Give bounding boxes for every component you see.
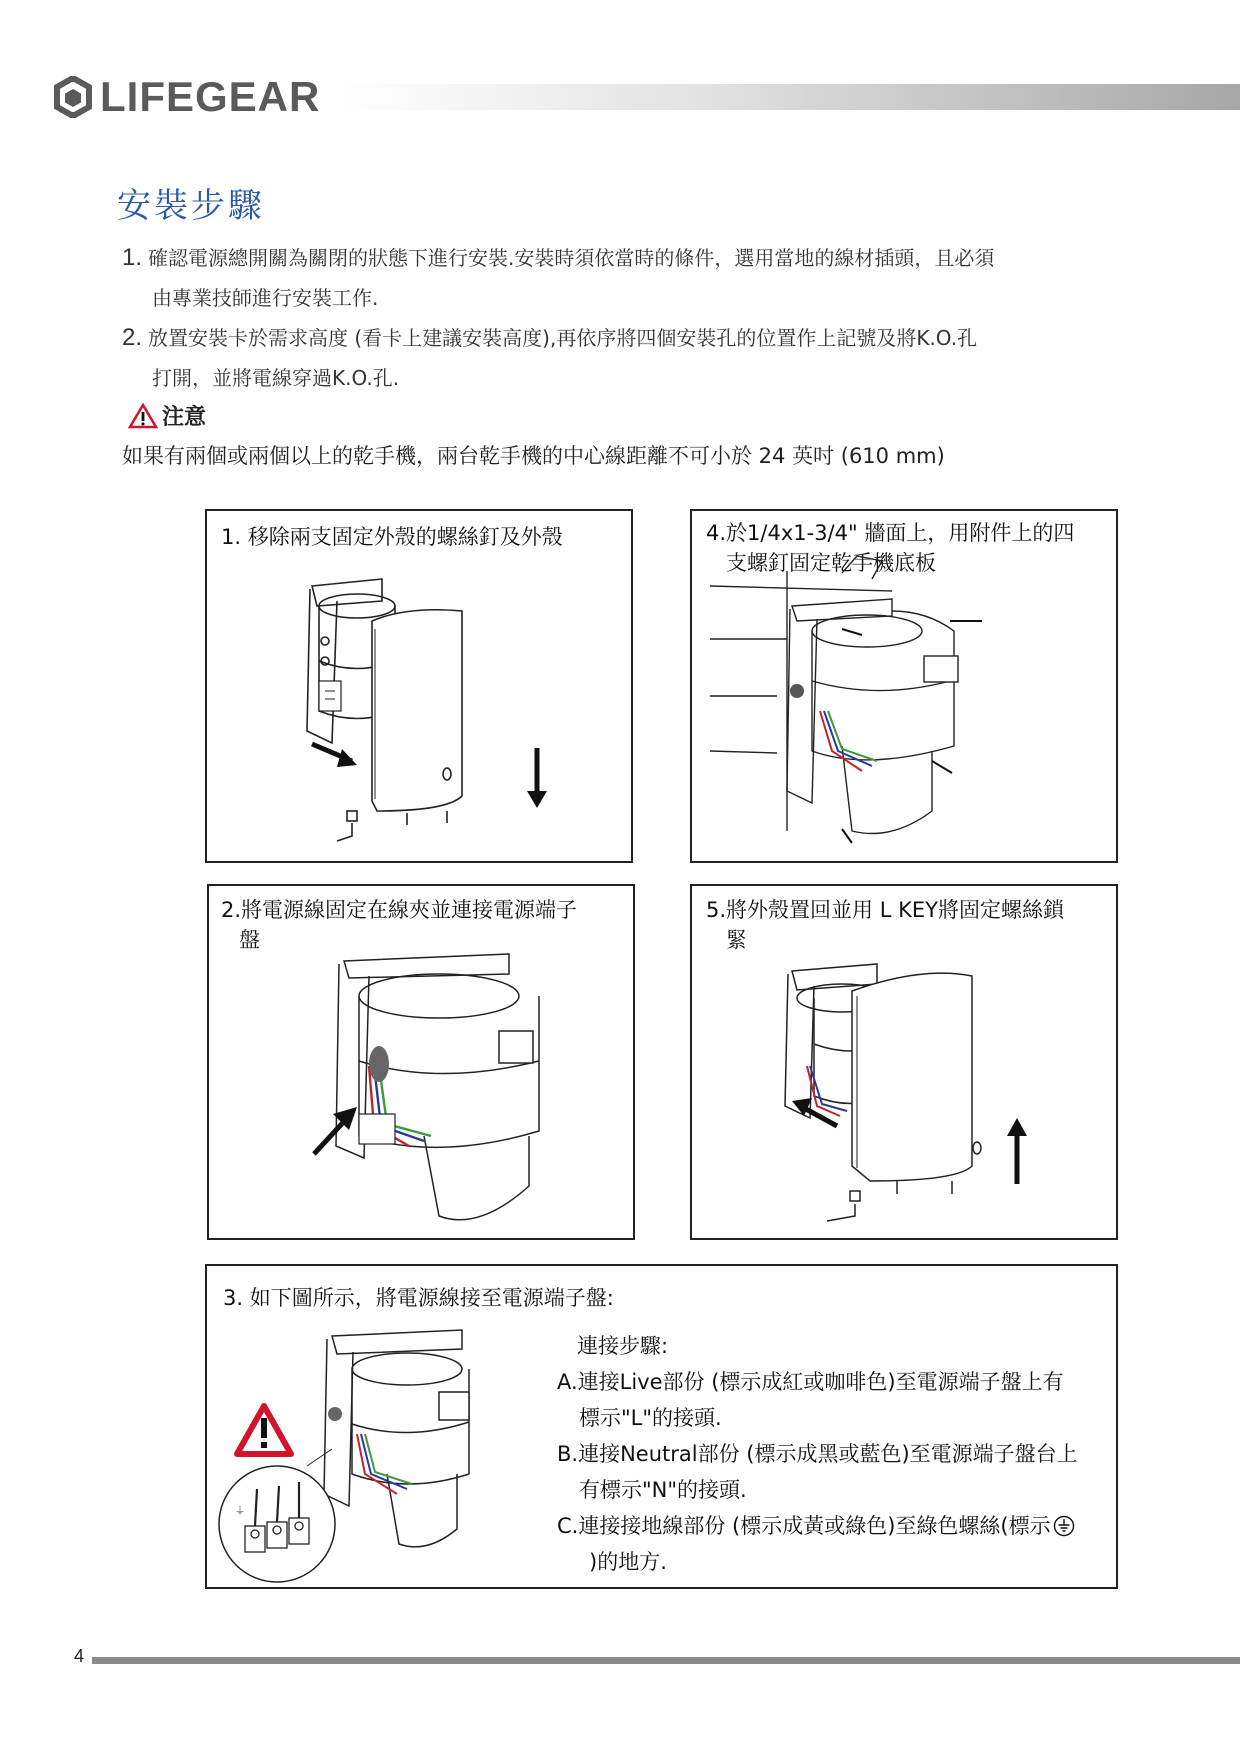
- wire-clamp-illustration: [209, 886, 633, 1238]
- footer-bar: [92, 1657, 1240, 1664]
- brand-name: LIFEGEAR: [100, 73, 321, 120]
- panel-step-1: [205, 509, 633, 863]
- step-2-line2: 打開，並將電線穿過K.O.孔.: [152, 366, 400, 390]
- connection-c-line2: )的地方.: [589, 1550, 667, 1574]
- step-1-line1: 確認電源總開關為關閉的狀態下進行安裝.安裝時須依當時的條件，選用當地的線材插頭，且必須: [148, 246, 995, 270]
- connection-steps: [557, 1328, 1078, 1580]
- panel-4-title-line1: 4.於1/4x1-3/4" 牆面上，用附件上的四: [706, 521, 1075, 545]
- panel-step-5: [690, 884, 1118, 1240]
- brand-logo: [52, 74, 320, 120]
- connection-b-line2: 有標示"N"的接頭.: [579, 1478, 747, 1502]
- panel-5-title-line2: 緊: [726, 928, 747, 952]
- svg-text:⏚: ⏚: [235, 1506, 245, 1517]
- step-2-number: 2.: [122, 324, 143, 351]
- step-1-line2: 由專業技師進行安裝工作.: [152, 286, 379, 310]
- step-2-line1: 放置安裝卡於需求高度 (看卡上建議安裝高度),再依序將四個安裝孔的位置作上記號及將K.O.孔: [148, 326, 978, 350]
- terminal-wiring-illustration: [217, 1294, 537, 1584]
- panel-step-3: [205, 1264, 1118, 1589]
- panel-2-title-line2: 盤: [239, 928, 260, 952]
- step-1-number: 1.: [122, 244, 143, 271]
- panel-step-2: [207, 884, 635, 1240]
- connection-b-line1: B.連接Neutral部份 (標示成黑或藍色)至電源端子盤台上: [557, 1442, 1078, 1466]
- connection-a-line2: 標示"L"的接頭.: [579, 1406, 722, 1430]
- step-1: [122, 238, 994, 318]
- panel-2-title-line1: 2.將電源線固定在線夾並連接電源端子: [221, 898, 578, 922]
- step-2: [122, 318, 977, 398]
- warning-icon: [128, 403, 158, 429]
- note-heading: [128, 400, 206, 431]
- replace-cover-illustration: [692, 886, 1116, 1238]
- mount-baseplate-illustration: [692, 511, 1116, 861]
- panel-3-title: 3. 如下圖所示，將電源線接至電源端子盤:: [223, 1286, 614, 1310]
- remove-cover-illustration: [207, 511, 631, 861]
- header-gradient-bar: [340, 84, 1240, 110]
- connection-a-line1: A.連接Live部份 (標示成紅或咖啡色)至電源端子盤上有: [557, 1370, 1064, 1394]
- section-title: 安裝步驟: [117, 186, 265, 226]
- panel-1-title: 1. 移除兩支固定外殼的螺絲釘及外殼: [221, 525, 563, 549]
- note-label: 注意: [162, 405, 207, 430]
- ground-symbol-icon: [1053, 1515, 1075, 1537]
- note-text: 如果有兩個或兩個以上的乾手機，兩台乾手機的中心線距離不可小於 24 英吋 (610 mm): [122, 444, 945, 468]
- panel-step-4: [690, 509, 1118, 863]
- connection-c-line1: C.連接接地線部份 (標示成黃或綠色)至綠色螺絲(標示: [557, 1514, 1051, 1538]
- panel-4-title-line2: 支螺釘固定乾手機底板: [726, 551, 936, 575]
- page-number: 4: [74, 1646, 85, 1666]
- panel-5-title-line1: 5.將外殼置回並用 L KEY將固定螺絲鎖: [706, 898, 1064, 922]
- connection-title: 連接步驟:: [577, 1334, 669, 1358]
- gear-logo-icon: [52, 76, 94, 118]
